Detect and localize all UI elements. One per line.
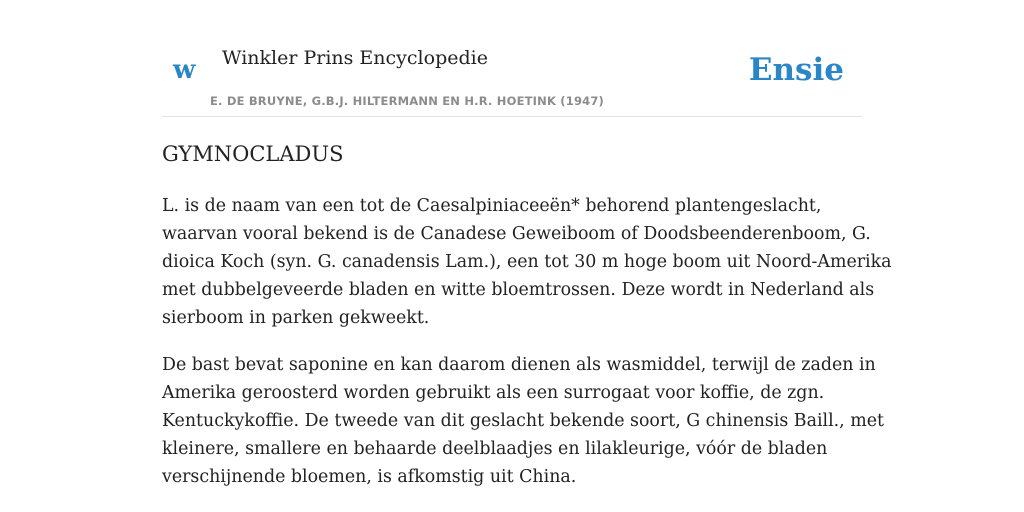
paragraph-line: waarvan vooral bekend is de Canadese Geweiboom of Doodsbeenderenboom, G.: [162, 224, 871, 244]
paragraph-line: De bast bevat saponine en kan daarom dienen als wasmiddel, terwijl de zaden in: [162, 355, 876, 375]
entry-paragraph: [162, 351, 884, 491]
source-logo: w: [173, 55, 196, 85]
paragraph-line: verschijnende bloemen, is afkomstig uit China.: [162, 467, 577, 487]
paragraph-line: sierboom in parken gekweekt.: [162, 308, 430, 328]
brand-logo-link[interactable]: Ensie: [748, 52, 844, 88]
entry-paragraph: [162, 192, 892, 332]
source-header: [162, 0, 862, 117]
source-title[interactable]: Winkler Prins Encyclopedie: [222, 47, 488, 69]
paragraph-line: kleinere, smallere en behaarde deelblaadjes en lilakleurige, vóór de bladen: [162, 439, 828, 459]
paragraph-line: Amerika geroosterd worden gebruikt als een surrogaat voor koffie, de zgn.: [162, 383, 825, 403]
paragraph-line: L. is de naam van een tot de Caesalpiniaceeën* behorend plantengeslacht,: [162, 196, 822, 216]
paragraph-line: dioica Koch (syn. G. canadensis Lam.), een tot 30 m hoge boom uit Noord-Amerika: [162, 252, 892, 272]
entry-title: GYMNOCLADUS: [162, 142, 344, 166]
entry-body: [162, 192, 892, 510]
paragraph-line: met dubbelgeveerde bladen en witte bloemtrossen. Deze wordt in Nederland als: [162, 280, 875, 300]
source-authors: E. DE BRUYNE, G.B.J. HILTERMANN EN H.R. HOETINK (1947): [210, 94, 605, 108]
paragraph-line: Kentuckykoffie. De tweede van dit geslacht bekende soort, G chinensis Baill., met: [162, 411, 884, 431]
